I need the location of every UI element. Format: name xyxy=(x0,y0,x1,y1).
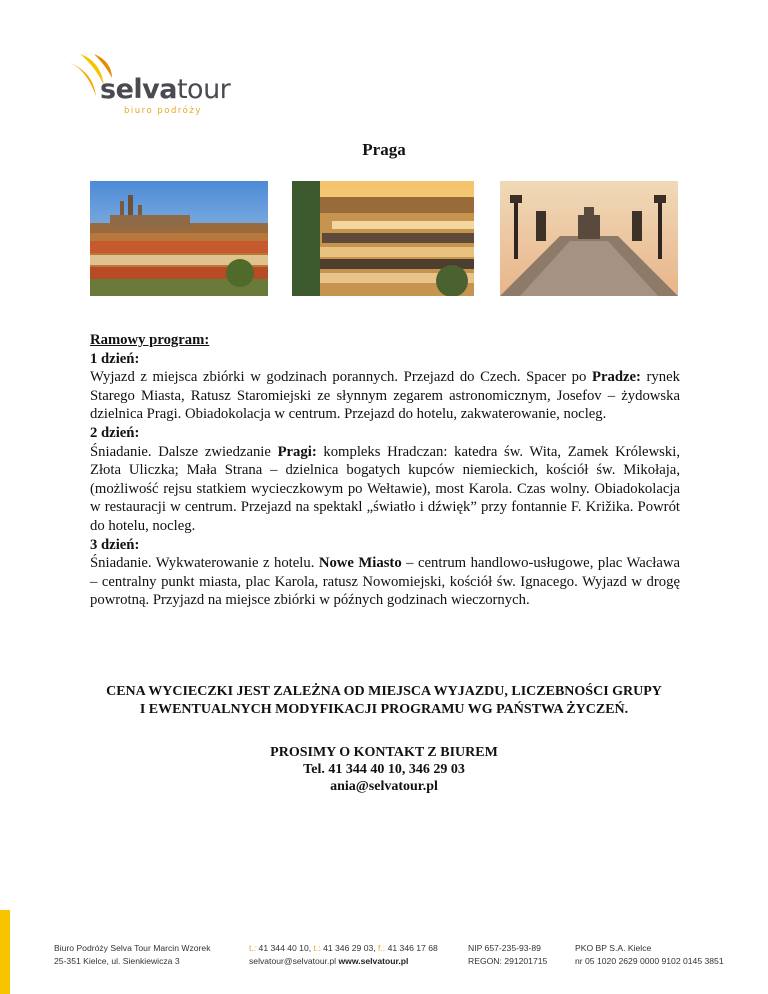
program-heading: Ramowy program: xyxy=(90,332,210,348)
footer-phones: t.: 41 344 40 10, t.: 41 346 29 03, f.: 41 346 17 68 xyxy=(249,943,438,953)
price-note-line-1: CENA WYCIECZKI JEST ZALEŻNA OD MIEJSCA WYJAZDU, LICZEBNOŚCI GRUPY xyxy=(106,684,662,699)
day-3-text: Śniadanie. Wykwaterowanie z hotelu. Nowe Miasto – centrum handlowo-usługowe, plac Wacława – centralny punkt miasta, plac Karola, ratusz Nowomiejski, kościół św. Ignacego. Wyjazd w drogę powrotną. Przyjazd na miejsce zbiórki w późnych godzinach wieczornych. xyxy=(90,555,680,609)
footer-company-name: Biuro Podróży Selva Tour Marcin Wzorek xyxy=(54,943,211,953)
prague-castle-panorama-image xyxy=(90,181,268,296)
charles-bridge-sunrise-image xyxy=(500,181,678,296)
price-note xyxy=(0,683,768,719)
day-3-label: 3 dzień: xyxy=(90,536,140,553)
footer-web xyxy=(249,955,438,968)
footer-account-number: nr 05 1020 2629 0000 9102 0145 3851 xyxy=(575,956,724,966)
day-2-label: 2 dzień: xyxy=(90,424,140,441)
day-1-label: 1 dzień: xyxy=(90,350,140,367)
footer-website-link[interactable]: www.selvatour.pl xyxy=(338,956,409,966)
footer-regon: REGON: 291201715 xyxy=(468,956,548,966)
contact-email[interactable]: ania@selvatour.pl xyxy=(330,779,438,794)
vltava-bridges-image xyxy=(292,181,474,296)
page-title: Praga xyxy=(362,140,406,159)
contact-phone: Tel. 41 344 40 10, 346 29 03 xyxy=(303,762,465,777)
footer-nip: NIP 657-235-93-89 xyxy=(468,943,541,953)
footer-accent-bar xyxy=(0,910,10,994)
logo-tagline: biuro podróży xyxy=(124,106,202,116)
logo-wordmark: selvatour xyxy=(100,74,231,105)
program-section xyxy=(90,331,680,610)
day-1-text: Wyjazd z miejsca zbiórki w godzinach porannych. Przejazd do Czech. Spacer po Pradze: rynek Starego Miasta, Ratusz Staromiejski ze słynnym zegarem astronomicznym, Josefov – żydowska dzielnica Pragi. Obiadokolacja w centrum. Przejazd do hotelu, zakwaterowanie, nocleg. xyxy=(90,369,680,423)
footer-contact xyxy=(249,942,438,968)
footer-email-link[interactable]: selvatour@selvatour.pl xyxy=(249,956,337,966)
price-note-line-2: I EWENTUALNYCH MODYFIKACJI PROGRAMU WG PAŃSTWA ŻYCZEŃ. xyxy=(139,702,629,717)
footer-company xyxy=(54,942,211,968)
contact-block xyxy=(0,744,768,795)
footer-registration xyxy=(468,942,547,968)
selvatour-logo xyxy=(66,52,246,122)
footer-bank xyxy=(575,942,724,968)
day-2-text: Śniadanie. Dalsze zwiedzanie Pragi: kompleks Hradczan: katedra św. Wita, Zamek Królewski, Złota Uliczka; Mała Strana – dzielnica bogatych kupców niemieckich, kościół św. Mikołaja, (możliwość rejsu statkiem wycieczkowym po Wełtawie), most Karola. Czas wolny. Obiadokolacja w restauracji w centrum. Przejazd na spektakl „światło i dźwięk” przy fontannie F. Križika. Powrót do hotelu, nocleg. xyxy=(90,443,680,534)
footer-address: 25-351 Kielce, ul. Sienkiewicza 3 xyxy=(54,956,180,966)
contact-heading: PROSIMY O KONTAKT Z BIUREM xyxy=(270,745,498,760)
footer-bank-name: PKO BP S.A. Kielce xyxy=(575,943,652,953)
